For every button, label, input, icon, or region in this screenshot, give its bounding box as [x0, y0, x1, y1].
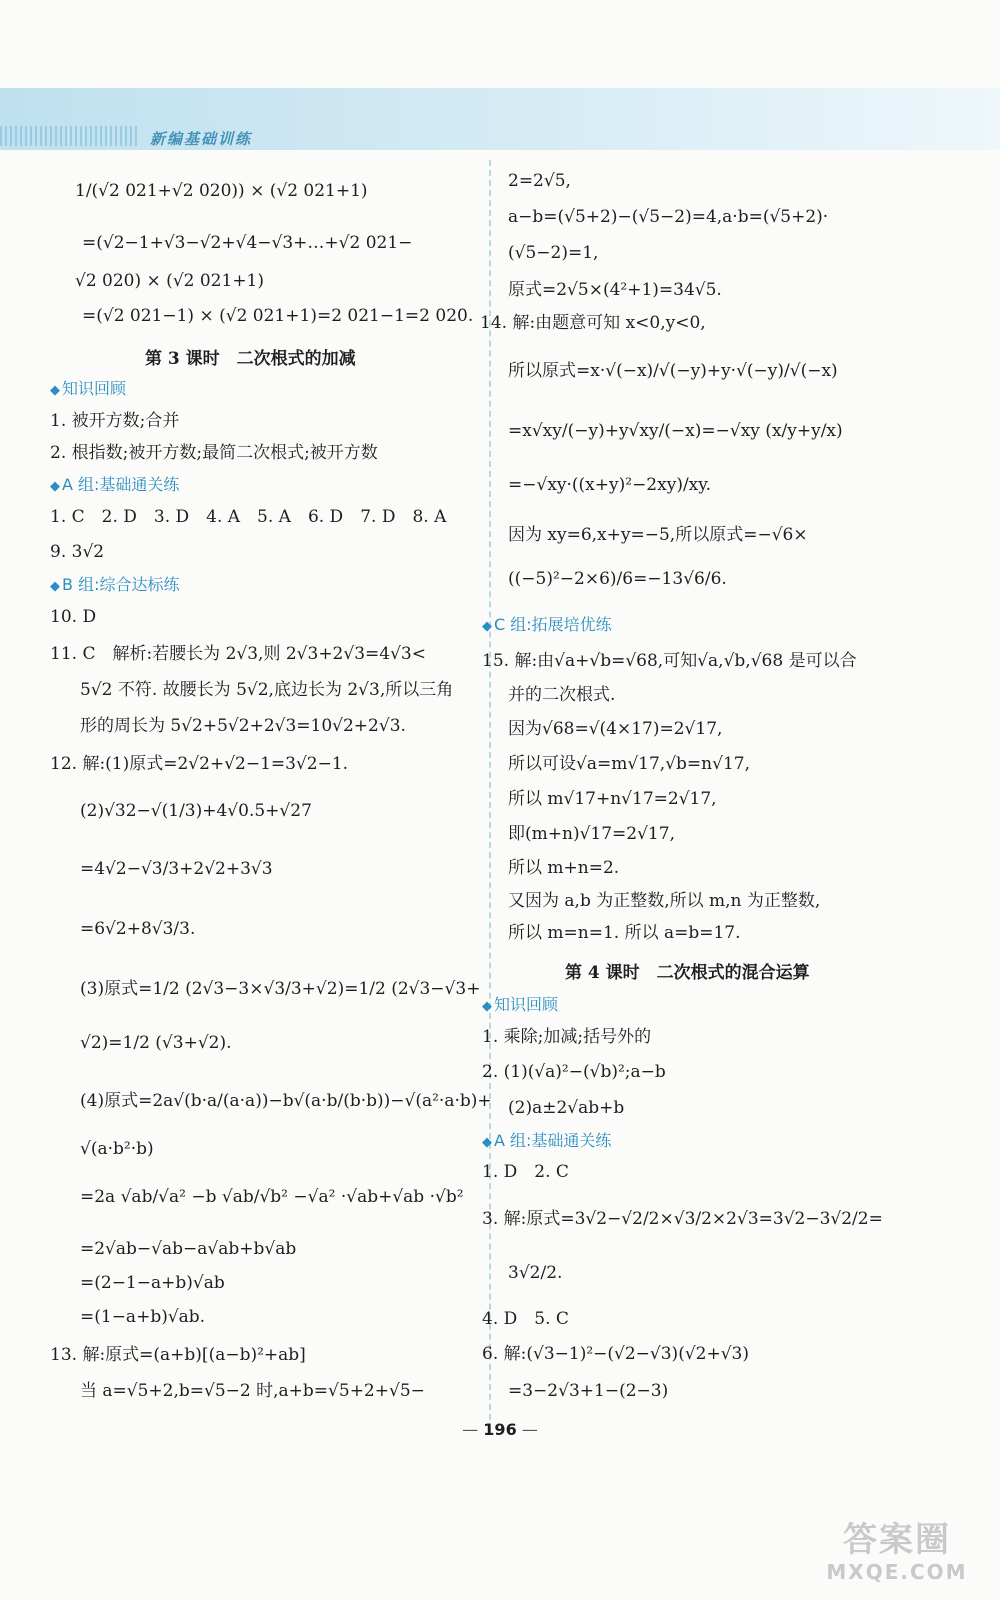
b-answer: 11. C 解析:若腰长为 2√3,则 2√3+2√3=4√3<	[50, 644, 426, 664]
a-line: 6. 解:(√3−1)²−(√2−√3)(√2+√3)	[482, 1344, 749, 1364]
review-answer: 1. 被开方数;合并	[50, 411, 180, 431]
diamond-icon: ◆	[482, 619, 492, 634]
b-answer: √(a·b²·b)	[80, 1139, 154, 1159]
a-answers: 1. C 2. D 3. D 4. A 5. A 6. D 7. D 8. A	[50, 507, 447, 527]
c-line: 15. 解:由√a+√b=√68,可知√a,√b,√68 是可以合	[482, 651, 857, 671]
group-c-heading: ◆ C 组:拓展培优练	[482, 615, 612, 634]
right-line: =−√xy·((x+y)²−2xy)/xy.	[508, 475, 712, 495]
b-answer: 5√2 不符. 故腰长为 5√2,底边长为 2√3,所以三角	[80, 680, 454, 700]
c-line: 因为√68=√(4×17)=2√17,	[508, 719, 723, 739]
right-line: 2=2√5,	[508, 171, 571, 191]
b-answer: =(2−1−a+b)√ab	[80, 1273, 225, 1293]
b-answer: =2a √ab/√a² −b √ab/√b² −√a² ·√ab+√ab ·√b²	[80, 1187, 464, 1207]
a-line: =3−2√3+1−(2−3)	[508, 1381, 669, 1401]
page-number: — 196 —	[462, 1420, 538, 1439]
right-line: (√5−2)=1,	[508, 243, 599, 263]
b-answer: (2)√32−√(1/3)+4√0.5+√27	[80, 801, 312, 821]
right-line: 14. 解:由题意可知 x<0,y<0,	[480, 313, 706, 333]
right-line: 因为 xy=6,x+y=−5,所以原式=−√6×	[508, 525, 808, 545]
b-answer: 13. 解:原式=(a+b)[(a−b)²+ab]	[50, 1345, 306, 1365]
review-answer-2: (2)a±2√ab+b	[508, 1098, 625, 1118]
c-line: 所以 m+n=2.	[508, 858, 620, 878]
left-line: 1/(√2 021+√2 020)) × (√2 021+1)	[75, 181, 368, 201]
group-b-heading: ◆ B 组:综合达标练	[50, 575, 180, 594]
a-line: 4. D 5. C	[482, 1309, 569, 1329]
b-answer: 12. 解:(1)原式=2√2+√2−1=3√2−1.	[50, 754, 349, 774]
group-review-heading: ◆ 知识回顾	[50, 379, 127, 398]
a-line: 1. D 2. C	[482, 1162, 569, 1182]
lesson4-title: 第 4 课时 二次根式的混合运算	[565, 963, 810, 983]
review-answer-2: 2. (1)(√a)²−(√b)²;a−b	[482, 1062, 666, 1082]
c-line: 并的二次根式.	[508, 685, 616, 705]
c-line: 所以 m=n=1. 所以 a=b=17.	[508, 923, 741, 943]
group-review-heading-2: ◆ 知识回顾	[482, 995, 559, 1014]
c-line: 即(m+n)√17=2√17,	[508, 824, 675, 844]
b-answer: 10. D	[50, 607, 97, 627]
diamond-icon: ◆	[482, 999, 492, 1014]
diamond-icon: ◆	[50, 579, 60, 594]
right-line: =x√xy/(−y)+y√xy/(−x)=−√xy (x/y+y/x)	[508, 421, 843, 441]
right-line: 原式=2√5×(4²+1)=34√5.	[508, 280, 722, 300]
b-answer: 形的周长为 5√2+5√2+2√3=10√2+2√3.	[80, 716, 406, 736]
right-line: 所以原式=x·√(−x)/√(−y)+y·√(−y)/√(−x)	[508, 361, 838, 381]
review-answer-2: 1. 乘除;加减;括号外的	[482, 1027, 652, 1047]
right-line: ((−5)²−2×6)/6=−13√6/6.	[508, 569, 727, 589]
diamond-icon: ◆	[482, 1135, 492, 1150]
group-a-heading-2: ◆ A 组:基础通关练	[482, 1131, 612, 1150]
watermark-logo: 答案圈 MXQE.COM	[826, 1520, 968, 1584]
b-answer: =6√2+8√3/3.	[80, 919, 196, 939]
diamond-icon: ◆	[50, 479, 60, 494]
b-answer: =(1−a+b)√ab.	[80, 1307, 206, 1327]
b-answer: =4√2−√3/3+2√2+3√3	[80, 859, 273, 879]
b-answer: =2√ab−√ab−a√ab+b√ab	[80, 1239, 297, 1259]
column-divider	[489, 160, 491, 1420]
group-a-heading: ◆ A 组:基础通关练	[50, 475, 180, 494]
b-answer: (3)原式=1/2 (2√3−3×√3/3+√2)=1/2 (2√3−√3+	[80, 979, 481, 999]
left-line: =(√2 021−1) × (√2 021+1)=2 021−1=2 020.	[82, 306, 474, 326]
review-answer: 2. 根指数;被开方数;最简二次根式;被开方数	[50, 443, 378, 463]
c-line: 所以 m√17+n√17=2√17,	[508, 789, 717, 809]
header-title: 新编基础训练	[150, 130, 253, 148]
left-line: √2 020) × (√2 021+1)	[75, 271, 265, 291]
c-line: 所以可设√a=m√17,√b=n√17,	[508, 754, 750, 774]
lesson3-title: 第 3 课时 二次根式的加减	[145, 349, 356, 369]
b-answer: 当 a=√5+2,b=√5−2 时,a+b=√5+2+√5−	[80, 1381, 425, 1401]
c-line: 又因为 a,b 为正整数,所以 m,n 为正整数,	[508, 891, 821, 911]
a-line: 3. 解:原式=3√2−√2/2×√3/2×2√3=3√2−3√2/2=	[482, 1209, 883, 1229]
a-line: 3√2/2.	[508, 1263, 563, 1283]
a-answers: 9. 3√2	[50, 542, 105, 562]
b-answer: (4)原式=2a√(b·a/(a·a))−b√(a·b/(b·b))−√(a²·a·b)+	[80, 1091, 492, 1111]
left-line: =(√2−1+√3−√2+√4−√3+…+√2 021−	[82, 233, 413, 253]
b-answer: √2)=1/2 (√3+√2).	[80, 1033, 232, 1053]
header-stripes	[0, 126, 140, 146]
diamond-icon: ◆	[50, 383, 60, 398]
right-line: a−b=(√5+2)−(√5−2)=4,a·b=(√5+2)·	[508, 207, 829, 227]
